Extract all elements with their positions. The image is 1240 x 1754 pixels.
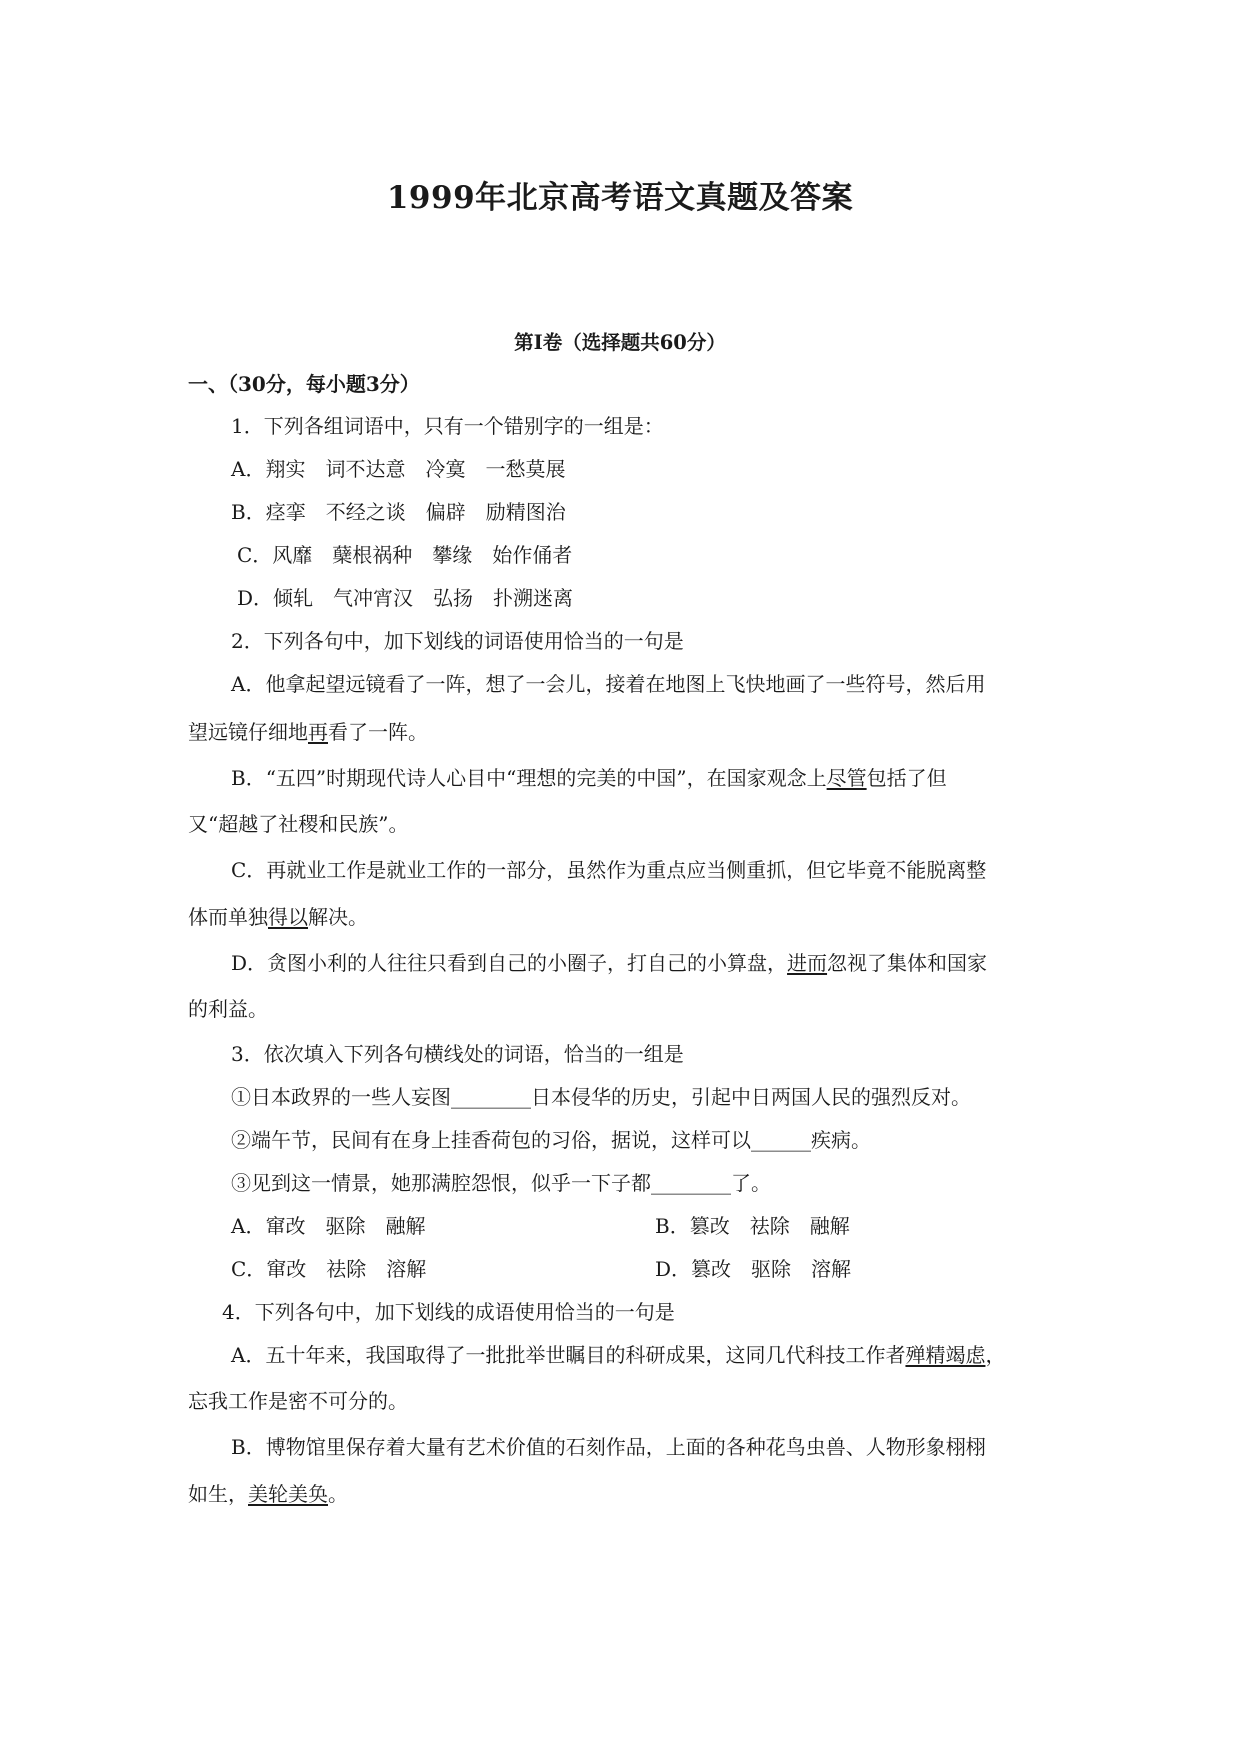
question-2-option-a-line1: A．他拿起望远镜看了一阵，想了一会儿，接着在地图上飞快地画了一些符号，然后用 [231,672,986,696]
part-header: 一、（30分，每小题3分） [188,372,420,396]
underlined-word: 尽管 [826,766,867,790]
question-3-option-a: A．窜改 驱除 融解 [231,1214,426,1238]
question-2-option-d-line1 [231,949,987,977]
text-segment: ， [985,1343,1006,1367]
text-segment: 解决。 [308,905,368,929]
text-segment: 如生， [188,1482,248,1506]
question-4-stem: 4．下列各句中，加下划线的成语使用恰当的一句是 [222,1300,675,1324]
underlined-idiom: 殚精竭虑 [905,1343,986,1367]
underlined-word: 再 [308,720,328,744]
question-2-option-b-line2: 又“超越了社稷和民族”。 [188,812,409,836]
question-1-option-a: A．翔实 词不达意 冷寞 一愁莫展 [231,457,566,481]
text-segment: 包括了但 [866,766,947,790]
text-segment: 体而单独 [188,905,268,929]
question-1-stem: 1．下列各组词语中，只有一个错别字的一组是： [231,414,664,438]
question-3-option-d: D．篡改 驱除 溶解 [655,1257,852,1281]
question-2-option-c-line1: C．再就业工作是就业工作的一部分，虽然作为重点应当侧重抓，但它毕竟不能脱离整 [231,858,987,882]
question-3-sentence-1: ①日本政界的一些人妄图________日本侵华的历史，引起中日两国人民的强烈反对。 [231,1085,971,1109]
question-4-option-a-line1 [231,1341,1005,1369]
question-3-option-c: C．窜改 祛除 溶解 [231,1257,427,1281]
question-4-option-b-line2 [188,1480,348,1508]
text-segment: 忽视了集体和国家 [827,951,988,975]
underlined-idiom: 美轮美奂 [248,1482,328,1506]
text-segment: A．五十年来，我国取得了一批批举世瞩目的科研成果，这同几代科技工作者 [231,1343,906,1367]
question-2-stem: 2．下列各句中，加下划线的词语使用恰当的一句是 [231,629,684,653]
question-1-option-b: B．痉挛 不经之谈 偏辟 励精图治 [231,500,566,524]
question-2-option-b-line1 [231,764,947,792]
underlined-word: 得以 [268,905,308,929]
question-3-sentence-2: ②端午节，民间有在身上挂香荷包的习俗，据说，这样可以______疾病。 [231,1128,871,1152]
section-heading: 第Ⅰ卷（选择题共60分） [514,331,726,354]
text-segment: 望远镜仔细地 [188,720,308,744]
question-1-option-d: D．倾轧 气冲宵汉 弘扬 扑溯迷离 [237,586,574,610]
question-4-option-a-line2: 忘我工作是密不可分的。 [188,1389,408,1413]
text-segment: 看了一阵。 [328,720,428,744]
question-3-stem: 3．依次填入下列各句横线处的词语，恰当的一组是 [231,1042,684,1066]
question-2-option-d-line2: 的利益。 [188,997,268,1021]
underlined-word: 进而 [787,951,828,975]
text-segment: 。 [328,1482,348,1506]
document-title: 1999年北京高考语文真题及答案 [386,180,854,216]
question-3-option-b: B．篡改 祛除 融解 [655,1214,850,1238]
text-segment: B．“五四”时期现代诗人心目中“理想的完美的中国”，在国家观念上 [231,766,827,790]
question-2-option-c-line2 [188,903,368,931]
question-4-option-b-line1: B．博物馆里保存着大量有艺术价值的石刻作品，上面的各种花鸟虫兽、人物形象栩栩 [231,1435,986,1459]
question-3-sentence-3: ③见到这一情景，她那满腔怨恨，似乎一下子都________了。 [231,1171,771,1195]
question-2-option-a-line2 [188,718,428,746]
text-segment: D．贪图小利的人往往只看到自己的小圈子，打自己的小算盘， [231,951,788,975]
question-1-option-c: C．风靡 蘖根祸种 攀缘 始作俑者 [237,543,573,567]
